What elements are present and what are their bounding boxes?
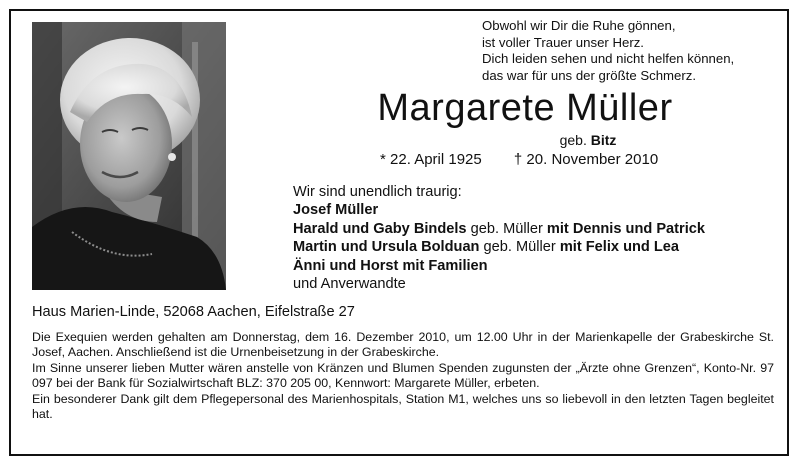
mourners-list — [293, 183, 773, 293]
mourner-name: Harald und Gaby Bindels — [293, 220, 467, 237]
mourner-birthname: geb. Müller — [483, 239, 556, 256]
mourner-line — [293, 238, 773, 256]
address: Haus Marien-Linde, 52068 Aachen, Eifelstraße 27 — [32, 304, 355, 320]
birth-name-value: Bitz — [590, 132, 617, 148]
notice-thanks: Ein besonderer Dank gilt dem Pflegepersonal des Marienhospitals, Station M1, welches uns so liebevoll in den letzten Tagen begleitet hat. — [32, 391, 774, 421]
deceased-name: Margarete Müller — [377, 87, 673, 129]
poem-line: ist voller Trauer unser Herz. — [482, 34, 644, 50]
mourners-intro: Wir sind unendlich traurig: — [293, 184, 462, 200]
poem-line: das war für uns der größte Schmerz. — [482, 67, 697, 83]
mourner-name: Martin und Ursula Bolduan — [293, 239, 480, 256]
notice-exequies: Die Exequien werden gehalten am Donnerstag, dem 16. Dezember 2010, um 12.00 Uhr in der Marienkapelle der Grabeskirche St. Josef, Aachen. Anschließend ist die Urnenbeisetzung in der Grabeskirche. — [32, 330, 774, 359]
mourner-name: Änni und Horst mit Familien — [293, 257, 488, 274]
death-date: † 20. November 2010 — [513, 151, 659, 168]
poem-line: Obwohl wir Dir die Ruhe gönnen, — [482, 18, 676, 33]
poem-line: Dich leiden sehen und nicht helfen können, — [482, 51, 735, 66]
mourner-children: mit Dennis und Patrick — [546, 220, 706, 237]
mourner-name: Josef Müller — [293, 202, 379, 219]
mourner-children: mit Felix und Lea — [559, 239, 680, 256]
portrait-photo — [32, 22, 226, 290]
birth-date: * 22. April 1925 — [380, 151, 482, 168]
mourner-birthname: geb. Müller — [470, 220, 543, 237]
mourner-line: und Anverwandte — [293, 276, 406, 293]
birth-name-prefix: geb. — [559, 132, 587, 148]
birth-name — [488, 131, 688, 149]
mourner-line — [293, 201, 773, 219]
mourner-line — [293, 257, 773, 275]
life-dates — [380, 150, 710, 170]
notices — [32, 330, 774, 422]
poem — [482, 18, 782, 84]
mourner-line — [293, 220, 773, 238]
notice-donations: Im Sinne unserer lieben Mutter wären anstelle von Kränzen und Blumen Spenden zugunsten der „Ärzte ohne Grenzen“, Konto-Nr. 97 097 bei der Bank für Sozialwirtschaft BLZ: 370 205 00, Kennwort: Margarete Müller, erbeten. — [32, 360, 774, 390]
